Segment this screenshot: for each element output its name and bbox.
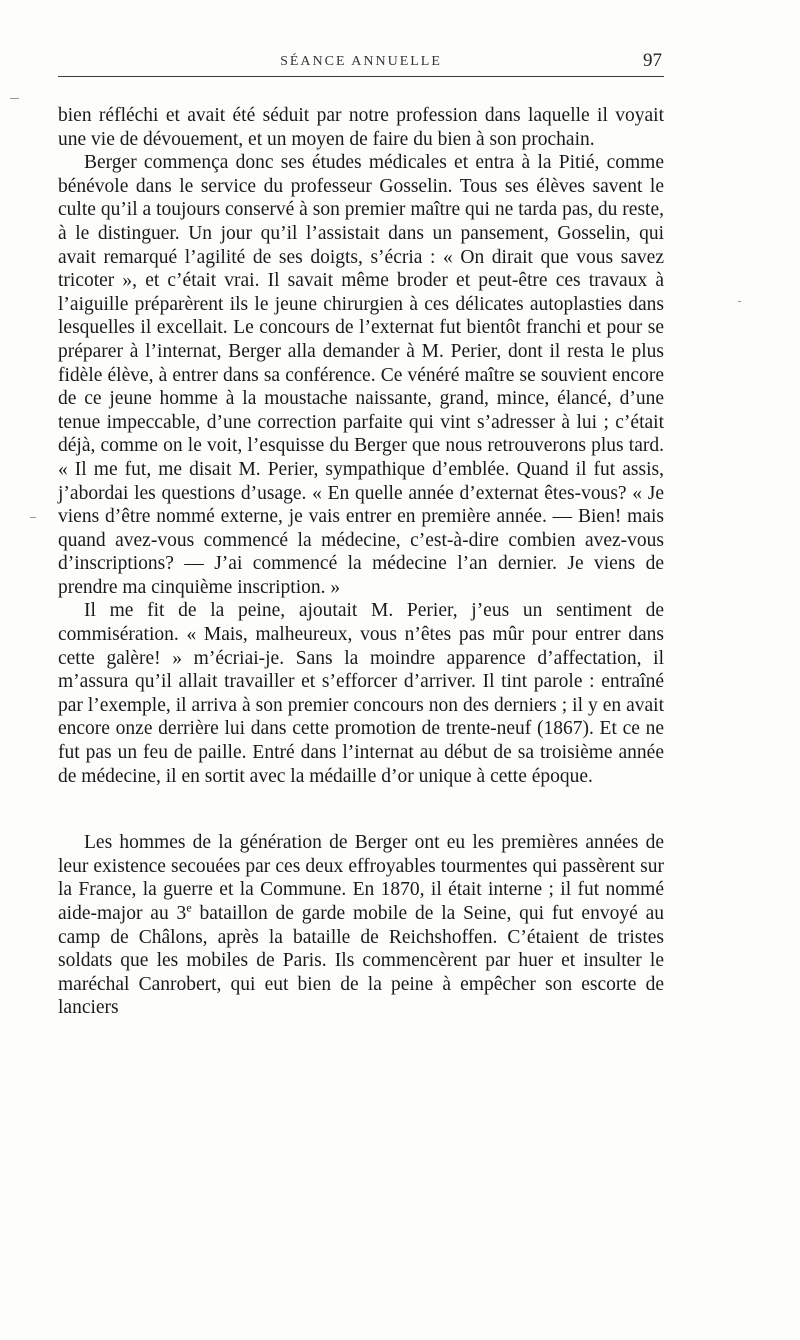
paragraph: Berger commença donc ses études médicales et entra à la Pitié, comme bénévole dans le service du professeur Gosselin. Tous ses élèves savent le culte qu’il a toujours conservé à son premier maître qui ne tarda pas, du reste, à le distinguer. Un jour qu’il l’assistait dans un pansement, Gosselin, qui avait remarqué l’agilité de ses doigts, s’écria : « On dirait que vous savez tricoter », et c’était vrai. Il savait même broder et peut-être ces travaux à l’aiguille préparèrent ils le jeune chirurgien à ces délicates autoplasties dans lesquelles il excellait. Le concours de l’externat fut bientôt franchi et pour se préparer à l’internat, Berger alla demander à M. Perier, dont il resta le plus fidèle élève, à entrer dans sa conférence. Ce vénéré maître se souvient encore de ce jeune homme à la moustache naissante, grand, mince, élancé, d’une tenue impeccable, d’une correction parfaite qui vint s’adresser à lui ; c’était déjà, comme on le voit, l’esquisse du Berger que nous retrouverons plus tard. « Il me fut, me disait M. Perier, sympathique d’emblée. Quand il fut assis, j’abordai les questions d’usage. « En quelle année d’externat êtes-vous? « Je viens d’être nommé externe, je vais entrer en première année. — Bien! mais quand avez-vous commencé la médecine, c’est-à-dire combien avez-vous d’inscriptions? — J’ai commencé la médecine l’an dernier. Je viens de prendre ma cinquième inscription. » [58, 152, 664, 598]
page-number: 97 [643, 50, 662, 71]
paragraph: bien réfléchi et avait été séduit par notre profession dans laquelle il voyait une vie de dévouement, et un moyen de faire du bien à son prochain. [58, 105, 664, 150]
superscript: e [186, 900, 192, 915]
scan-speck [738, 301, 741, 302]
paragraph-text: bataillon de garde mobile de la Seine, qui fut envoyé au camp de Châlons, après la bataille de Reichshoffen. C’étaient de tristes soldats que les mobiles de Paris. Ils commencèrent par huer et insulter le maréchal Canrobert, qui eut bien de la peine à empêcher son escorte de lanciers [58, 903, 664, 1019]
scan-speck [30, 517, 36, 518]
scan-speck [10, 98, 19, 99]
paragraph [58, 831, 664, 1020]
running-title: SÉANCE ANNUELLE [280, 54, 442, 69]
body-text [58, 104, 664, 1020]
paragraph-text: Les hommes de la génération de Berger ont eu les premières années de leur existence secouées par ces deux effroyables tourmentes qui passèrent sur la France, la guerre et la Commune. En 1870, il était interne ; il fut nommé aide-major au 3 [58, 832, 664, 924]
running-header [58, 50, 664, 77]
paragraph: Il me fit de la peine, ajoutait M. Perier, j’eus un sentiment de commisération. « Mais, malheureux, vous n’êtes pas mûr pour entrer dans cette galère! » m’écriai-je. Sans la moindre apparence d’affectation, il m’assura qu’il allait travailler et s’efforcer d’arriver. Il tint parole : entraîné par l’exemple, il arriva à son premier concours non des derniers ; il y en avait encore onze derrière lui dans cette promotion de trente-neuf (1867). Et ce ne fut pas un feu de paille. Entré dans l’internat au début de sa troisième année de médecine, il en sortit avec la médaille d’or unique à cette époque. [58, 600, 664, 787]
